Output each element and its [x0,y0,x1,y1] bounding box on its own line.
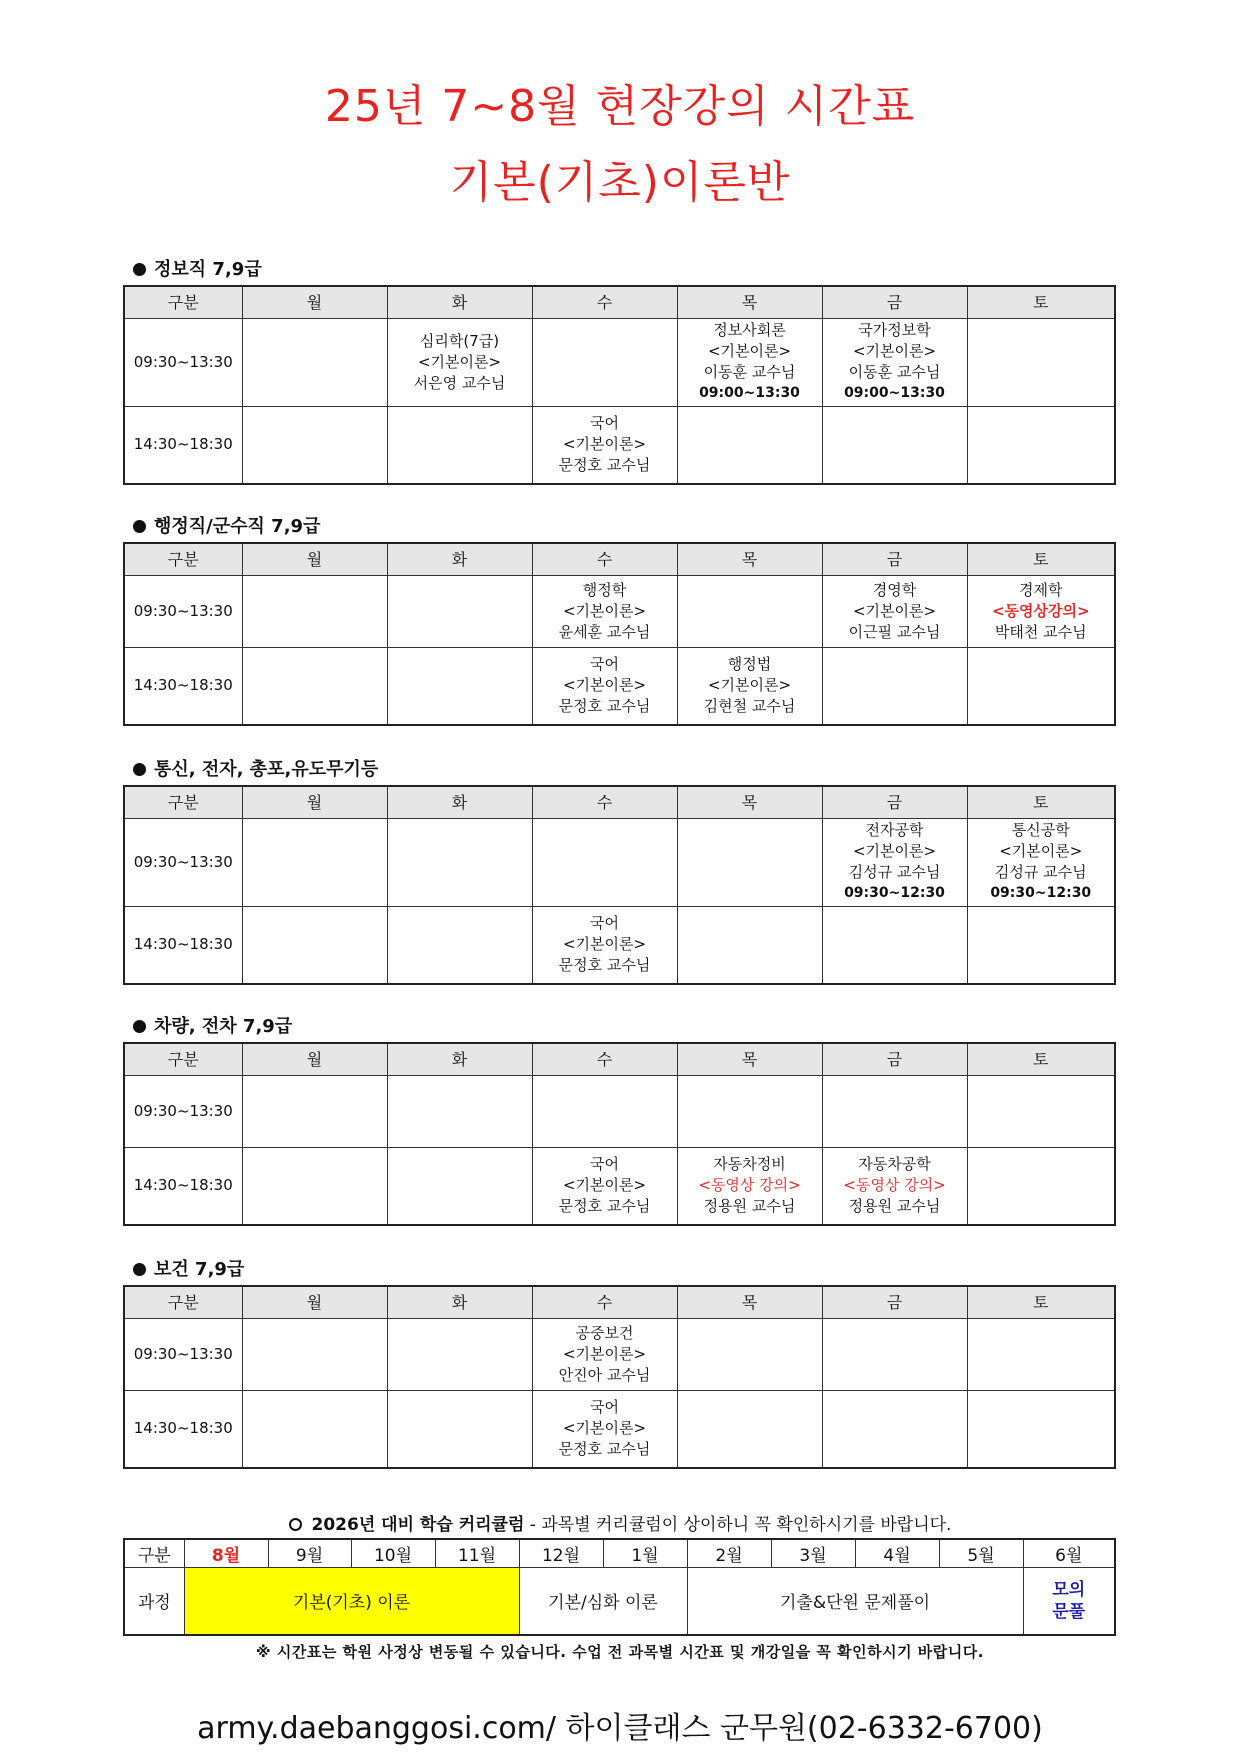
class-time: 09:00~13:30 [699,385,800,401]
schedule-section [123,512,1114,726]
empty-cell [967,1318,1115,1390]
subject-name: 국어 [590,914,619,933]
time-slot: 09:30~13:30 [124,818,242,906]
class-cell [677,647,822,725]
time-slot: 09:30~13:30 [124,1075,242,1147]
timetable [123,1042,1116,1226]
empty-cell [242,818,387,906]
notice-text: ※ 시간표는 학원 사정상 변동될 수 있습니다. 수업 전 과목별 시간표 및 개강일을 꼭 확인하시기 바랍니다. [256,1643,984,1661]
table-row [124,1075,1115,1147]
month-cell: 9월 [268,1539,351,1567]
column-header-day: 목 [677,786,822,818]
class-time: 09:30~12:30 [990,885,1092,901]
column-header-day: 월 [242,543,387,575]
column-header-day: 화 [387,1043,532,1075]
column-header-day: 월 [242,1286,387,1318]
course-type: <동영상 강의> [843,1176,946,1195]
month-cell: 1월 [603,1539,687,1567]
curriculum-phase-row [124,1567,1115,1635]
course-type: <기본이론> [562,601,647,620]
instructor-name: 이동훈 교수님 [848,363,941,381]
class-cell [532,906,677,984]
instructor-name: 문정호 교수님 [558,697,651,716]
empty-cell [967,906,1115,984]
curriculum-label-course: 과정 [124,1567,184,1635]
empty-cell [822,1390,967,1468]
column-header-day: 토 [967,286,1115,318]
empty-cell [677,1075,822,1147]
section-title [123,255,1114,285]
course-type: <기본이론> [417,352,502,371]
time-slot: 14:30~18:30 [124,647,242,725]
circle-bullet-icon [289,1518,302,1531]
section-title [123,1012,1114,1042]
curriculum-title-main: 2026년 대비 학습 커리큘럼 [311,1515,525,1535]
course-type: <동영상강의> [991,601,1090,620]
curriculum-phase: 기본(기초) 이론 [184,1567,519,1635]
schedule-section [123,1255,1114,1469]
class-cell [532,1318,677,1390]
empty-cell [677,818,822,906]
empty-cell [387,1390,532,1468]
bullet-icon [133,1020,146,1033]
course-type: <기본이론> [707,342,792,360]
instructor-name: 문정호 교수님 [558,1440,651,1459]
schedule-section [123,255,1114,485]
empty-cell [822,1318,967,1390]
instructor-name: 서은영 교수님 [413,373,506,392]
column-header-category: 구분 [124,1043,242,1075]
instructor-name: 문정호 교수님 [558,956,651,975]
column-header-day: 목 [677,543,822,575]
empty-cell [822,647,967,725]
empty-cell [387,575,532,647]
empty-cell [242,647,387,725]
curriculum-phase: 모의 문풀 [1023,1567,1115,1635]
column-header-day: 토 [967,786,1115,818]
column-header-day: 목 [677,286,822,318]
section-title [123,755,1114,785]
empty-cell [822,406,967,484]
time-slot: 09:30~13:30 [124,575,242,647]
timetable [123,1285,1116,1469]
subject-name: 전자공학 [865,821,924,839]
bullet-icon [133,1263,146,1276]
month-cell: 11월 [435,1539,519,1567]
empty-cell [967,1075,1115,1147]
empty-cell [242,1318,387,1390]
empty-cell [532,318,677,406]
month-cell: 2월 [687,1539,771,1567]
curriculum-phase: 기본/심화 이론 [519,1567,687,1635]
column-header-day: 토 [967,543,1115,575]
timetable [123,785,1116,985]
course-type: <기본이론> [852,601,937,620]
table-row [124,318,1115,406]
column-header-day: 금 [822,1286,967,1318]
empty-cell [677,406,822,484]
timetable [123,285,1116,485]
curriculum-table [123,1538,1116,1636]
empty-cell [387,1147,532,1225]
course-type: <기본이론> [852,842,937,860]
bullet-icon [133,763,146,776]
table-row [124,647,1115,725]
month-cell: 10월 [351,1539,435,1567]
timetable-header-row [124,786,1115,818]
table-row [124,818,1115,906]
empty-cell [532,818,677,906]
empty-cell [967,406,1115,484]
instructor-name: 윤세훈 교수님 [558,622,651,641]
empty-cell [532,1075,677,1147]
section-title-label: 행정직/군수직 7,9급 [154,516,321,537]
instructor-name: 안진아 교수님 [558,1365,651,1384]
class-cell [387,318,532,406]
course-type: <기본이론> [562,1176,647,1195]
empty-cell [387,406,532,484]
subject-name: 국어 [590,1398,619,1417]
class-cell [677,1147,822,1225]
section-title [123,1255,1114,1285]
class-cell [532,647,677,725]
class-cell [822,318,967,406]
subject-name: 행정법 [727,655,772,674]
instructor-name: 김현철 교수님 [703,697,796,716]
course-type: <기본이론> [562,676,647,695]
column-header-day: 수 [532,286,677,318]
course-type: <기본이론> [852,342,937,360]
empty-cell [387,647,532,725]
column-header-category: 구분 [124,543,242,575]
month-cell: 3월 [771,1539,855,1567]
instructor-name: 김성규 교수님 [994,863,1087,881]
course-type: <기본이론> [562,935,647,954]
column-header-day: 금 [822,1043,967,1075]
subject-name: 공중보건 [575,1323,634,1342]
subject-name: 자동차공학 [858,1155,931,1174]
empty-cell [242,318,387,406]
table-row [124,575,1115,647]
column-header-day: 토 [967,1286,1115,1318]
subject-name: 국어 [590,655,619,674]
class-cell [822,575,967,647]
empty-cell [242,1390,387,1468]
column-header-day: 월 [242,286,387,318]
column-header-day: 화 [387,1286,532,1318]
column-header-day: 금 [822,286,967,318]
column-header-day: 토 [967,1043,1115,1075]
empty-cell [242,575,387,647]
column-header-day: 수 [532,543,677,575]
instructor-name: 정용원 교수님 [848,1197,941,1216]
column-header-day: 수 [532,1286,677,1318]
time-slot: 14:30~18:30 [124,1147,242,1225]
empty-cell [677,575,822,647]
class-cell [532,1147,677,1225]
month-cell: 5월 [939,1539,1023,1567]
empty-cell [967,647,1115,725]
bullet-icon [133,263,146,276]
time-slot: 09:30~13:30 [124,1318,242,1390]
time-slot: 14:30~18:30 [124,1390,242,1468]
subject-name: 자동차정비 [713,1155,786,1174]
class-time: 09:00~13:30 [844,385,945,401]
table-row [124,1390,1115,1468]
subject-name: 정보사회론 [713,321,786,339]
column-header-day: 금 [822,786,967,818]
class-cell [677,318,822,406]
timetable-header-row [124,1286,1115,1318]
instructor-name: 정용원 교수님 [703,1197,796,1216]
empty-cell [242,1075,387,1147]
instructor-name: 이동훈 교수님 [703,363,796,381]
table-row [124,906,1115,984]
subject-name: 심리학(7급) [419,331,500,350]
schedule-section [123,1012,1114,1226]
table-row [124,406,1115,484]
course-type: <기본이론> [562,1344,647,1363]
empty-cell [677,906,822,984]
empty-cell [967,1147,1115,1225]
timetable-header-row [124,543,1115,575]
empty-cell [677,1318,822,1390]
subject-name: 국가정보학 [858,321,931,339]
section-title-label: 보건 7,9급 [154,1259,245,1280]
month-cell: 4월 [855,1539,939,1567]
column-header-day: 화 [387,286,532,318]
empty-cell [387,906,532,984]
empty-cell [242,406,387,484]
class-cell [967,818,1115,906]
subject-name: 국어 [590,414,619,433]
class-cell [532,1390,677,1468]
column-header-day: 수 [532,1043,677,1075]
timetable-header-row [124,286,1115,318]
timetable [123,542,1116,726]
subject-name: 행정학 [582,580,627,599]
curriculum-label-category: 구분 [124,1539,184,1567]
instructor-name: 문정호 교수님 [558,456,651,475]
column-header-day: 월 [242,786,387,818]
bullet-icon [133,520,146,533]
class-cell [967,575,1115,647]
class-cell [822,818,967,906]
page-subtitle: 기본(기초)이론반 [449,157,791,208]
section-title-label: 통신, 전자, 총포,유도무기등 [154,759,379,780]
column-header-day: 화 [387,543,532,575]
section-title [123,512,1114,542]
column-header-day: 목 [677,1286,822,1318]
class-cell [532,575,677,647]
section-title-label: 차량, 전차 7,9급 [154,1016,293,1037]
column-header-category: 구분 [124,786,242,818]
column-header-day: 화 [387,786,532,818]
curriculum-title [0,1510,1240,1535]
empty-cell [242,906,387,984]
table-row [124,1318,1115,1390]
course-type: <기본이론> [707,676,792,695]
column-header-day: 금 [822,543,967,575]
column-header-category: 구분 [124,1286,242,1318]
empty-cell [242,1147,387,1225]
column-header-day: 목 [677,1043,822,1075]
class-cell [822,1147,967,1225]
class-time: 09:30~12:30 [844,885,945,901]
time-slot: 14:30~18:30 [124,406,242,484]
course-type: <기본이론> [562,1419,647,1438]
empty-cell [387,1075,532,1147]
subject-name: 경제학 [1019,580,1063,599]
empty-cell [387,1318,532,1390]
section-title-label: 정보직 7,9급 [154,259,262,280]
timetable-header-row [124,1043,1115,1075]
curriculum-phase: 기출&단원 문제풀이 [687,1567,1023,1635]
course-type: <기본이론> [562,435,647,454]
instructor-name: 이근필 교수님 [848,622,941,641]
instructor-name: 박태천 교수님 [994,622,1087,641]
empty-cell [387,818,532,906]
course-type: <기본이론> [999,842,1083,860]
column-header-day: 수 [532,786,677,818]
subject-name: 경영학 [872,580,917,599]
footer-contact: army.daebanggosi.com/ 하이클래스 군무원(02-6332-6700) [197,1711,1043,1746]
course-type: <동영상 강의> [698,1176,801,1195]
table-row [124,1147,1115,1225]
instructor-name: 문정호 교수님 [558,1197,651,1216]
curriculum-month-row [124,1539,1115,1567]
empty-cell [677,1390,822,1468]
month-cell: 6월 [1023,1539,1115,1567]
column-header-category: 구분 [124,286,242,318]
time-slot: 09:30~13:30 [124,318,242,406]
empty-cell [967,318,1115,406]
class-cell [532,406,677,484]
empty-cell [822,906,967,984]
time-slot: 14:30~18:30 [124,906,242,984]
column-header-day: 월 [242,1043,387,1075]
empty-cell [967,1390,1115,1468]
page-title: 25년 7~8월 현장강의 시간표 [324,81,916,132]
schedule-section [123,755,1114,985]
subject-name: 국어 [590,1155,619,1174]
instructor-name: 김성규 교수님 [848,863,941,881]
empty-cell [822,1075,967,1147]
subject-name: 통신공학 [1011,821,1070,839]
month-cell: 8월 [184,1539,268,1567]
month-cell: 12월 [519,1539,603,1567]
curriculum-title-note: - 과목별 커리큘럼이 상이하니 꼭 확인하시기를 바랍니다. [524,1515,952,1535]
